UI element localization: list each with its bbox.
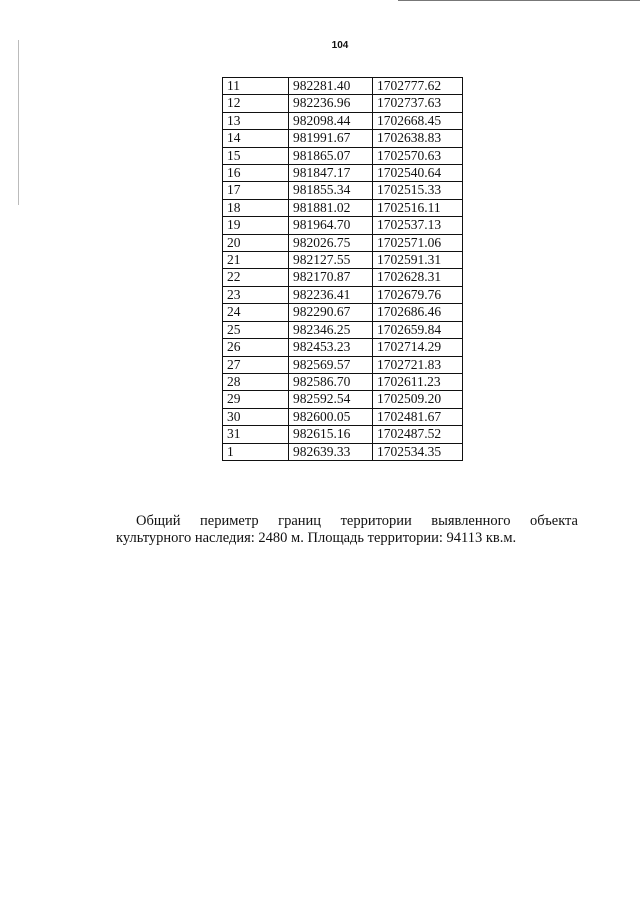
y-coordinate-cell: 1702509.20: [373, 391, 463, 408]
point-number-cell: 13: [223, 112, 289, 129]
table-row: [223, 199, 463, 216]
table-row: [223, 78, 463, 95]
x-coordinate-cell: 981865.07: [289, 147, 373, 164]
point-number-cell: 22: [223, 269, 289, 286]
y-coordinate-cell: 1702591.31: [373, 252, 463, 269]
y-coordinate-cell: 1702487.52: [373, 426, 463, 443]
y-coordinate-cell: 1702516.11: [373, 199, 463, 216]
y-coordinate-cell: 1702534.35: [373, 443, 463, 460]
x-coordinate-cell: 981964.70: [289, 217, 373, 234]
point-number-cell: 14: [223, 130, 289, 147]
y-coordinate-cell: 1702659.84: [373, 321, 463, 338]
point-number-cell: 23: [223, 286, 289, 303]
summary-line-1: Общий периметр границ территории выявленного объекта: [136, 513, 578, 529]
y-coordinate-cell: 1702537.13: [373, 217, 463, 234]
table-row: [223, 391, 463, 408]
x-coordinate-cell: 982592.54: [289, 391, 373, 408]
x-coordinate-cell: 981881.02: [289, 199, 373, 216]
y-coordinate-cell: 1702570.63: [373, 147, 463, 164]
y-coordinate-cell: 1702611.23: [373, 373, 463, 390]
table-row: [223, 321, 463, 338]
x-coordinate-cell: 982170.87: [289, 269, 373, 286]
point-number-cell: 29: [223, 391, 289, 408]
table-row: [223, 147, 463, 164]
summary-paragraph: [116, 513, 578, 547]
x-coordinate-cell: 982236.96: [289, 95, 373, 112]
y-coordinate-cell: 1702515.33: [373, 182, 463, 199]
y-coordinate-cell: 1702679.76: [373, 286, 463, 303]
point-number-cell: 31: [223, 426, 289, 443]
x-coordinate-cell: 982098.44: [289, 112, 373, 129]
x-coordinate-cell: 982569.57: [289, 356, 373, 373]
point-number-cell: 15: [223, 147, 289, 164]
x-coordinate-cell: 981847.17: [289, 165, 373, 182]
x-coordinate-cell: 982453.23: [289, 339, 373, 356]
x-coordinate-cell: 982586.70: [289, 373, 373, 390]
point-number-cell: 24: [223, 304, 289, 321]
y-coordinate-cell: 1702571.06: [373, 234, 463, 251]
y-coordinate-cell: 1702686.46: [373, 304, 463, 321]
table-row: [223, 252, 463, 269]
x-coordinate-cell: 982600.05: [289, 408, 373, 425]
point-number-cell: 1: [223, 443, 289, 460]
y-coordinate-cell: 1702777.62: [373, 78, 463, 95]
x-coordinate-cell: 982346.25: [289, 321, 373, 338]
table-row: [223, 130, 463, 147]
x-coordinate-cell: 982127.55: [289, 252, 373, 269]
table-row: [223, 234, 463, 251]
table-row: [223, 373, 463, 390]
x-coordinate-cell: 982639.33: [289, 443, 373, 460]
table-row: [223, 304, 463, 321]
scan-artifact-left-margin: [18, 40, 19, 205]
table-row: [223, 95, 463, 112]
y-coordinate-cell: 1702638.83: [373, 130, 463, 147]
coordinates-table: [222, 77, 463, 461]
point-number-cell: 18: [223, 199, 289, 216]
x-coordinate-cell: 982026.75: [289, 234, 373, 251]
table-row: [223, 339, 463, 356]
table-row: [223, 356, 463, 373]
table-row: [223, 165, 463, 182]
point-number-cell: 16: [223, 165, 289, 182]
table-row: [223, 286, 463, 303]
point-number-cell: 30: [223, 408, 289, 425]
table-row: [223, 408, 463, 425]
table-row: [223, 112, 463, 129]
y-coordinate-cell: 1702628.31: [373, 269, 463, 286]
table-row: [223, 443, 463, 460]
point-number-cell: 28: [223, 373, 289, 390]
scan-artifact-top-edge: [398, 0, 640, 1]
x-coordinate-cell: 982281.40: [289, 78, 373, 95]
point-number-cell: 12: [223, 95, 289, 112]
coordinates-table-body: [223, 78, 463, 461]
x-coordinate-cell: 982615.16: [289, 426, 373, 443]
y-coordinate-cell: 1702721.83: [373, 356, 463, 373]
page-number: 104: [331, 40, 349, 51]
table-row: [223, 217, 463, 234]
summary-line-2: культурного наследия: 2480 м. Площадь территории: 94113 кв.м.: [116, 530, 517, 546]
point-number-cell: 27: [223, 356, 289, 373]
y-coordinate-cell: 1702668.45: [373, 112, 463, 129]
point-number-cell: 17: [223, 182, 289, 199]
x-coordinate-cell: 982236.41: [289, 286, 373, 303]
table-row: [223, 182, 463, 199]
y-coordinate-cell: 1702481.67: [373, 408, 463, 425]
x-coordinate-cell: 981991.67: [289, 130, 373, 147]
table-row: [223, 269, 463, 286]
point-number-cell: 26: [223, 339, 289, 356]
x-coordinate-cell: 982290.67: [289, 304, 373, 321]
y-coordinate-cell: 1702737.63: [373, 95, 463, 112]
point-number-cell: 20: [223, 234, 289, 251]
table-row: [223, 426, 463, 443]
x-coordinate-cell: 981855.34: [289, 182, 373, 199]
point-number-cell: 19: [223, 217, 289, 234]
y-coordinate-cell: 1702714.29: [373, 339, 463, 356]
point-number-cell: 21: [223, 252, 289, 269]
y-coordinate-cell: 1702540.64: [373, 165, 463, 182]
point-number-cell: 25: [223, 321, 289, 338]
point-number-cell: 11: [223, 78, 289, 95]
